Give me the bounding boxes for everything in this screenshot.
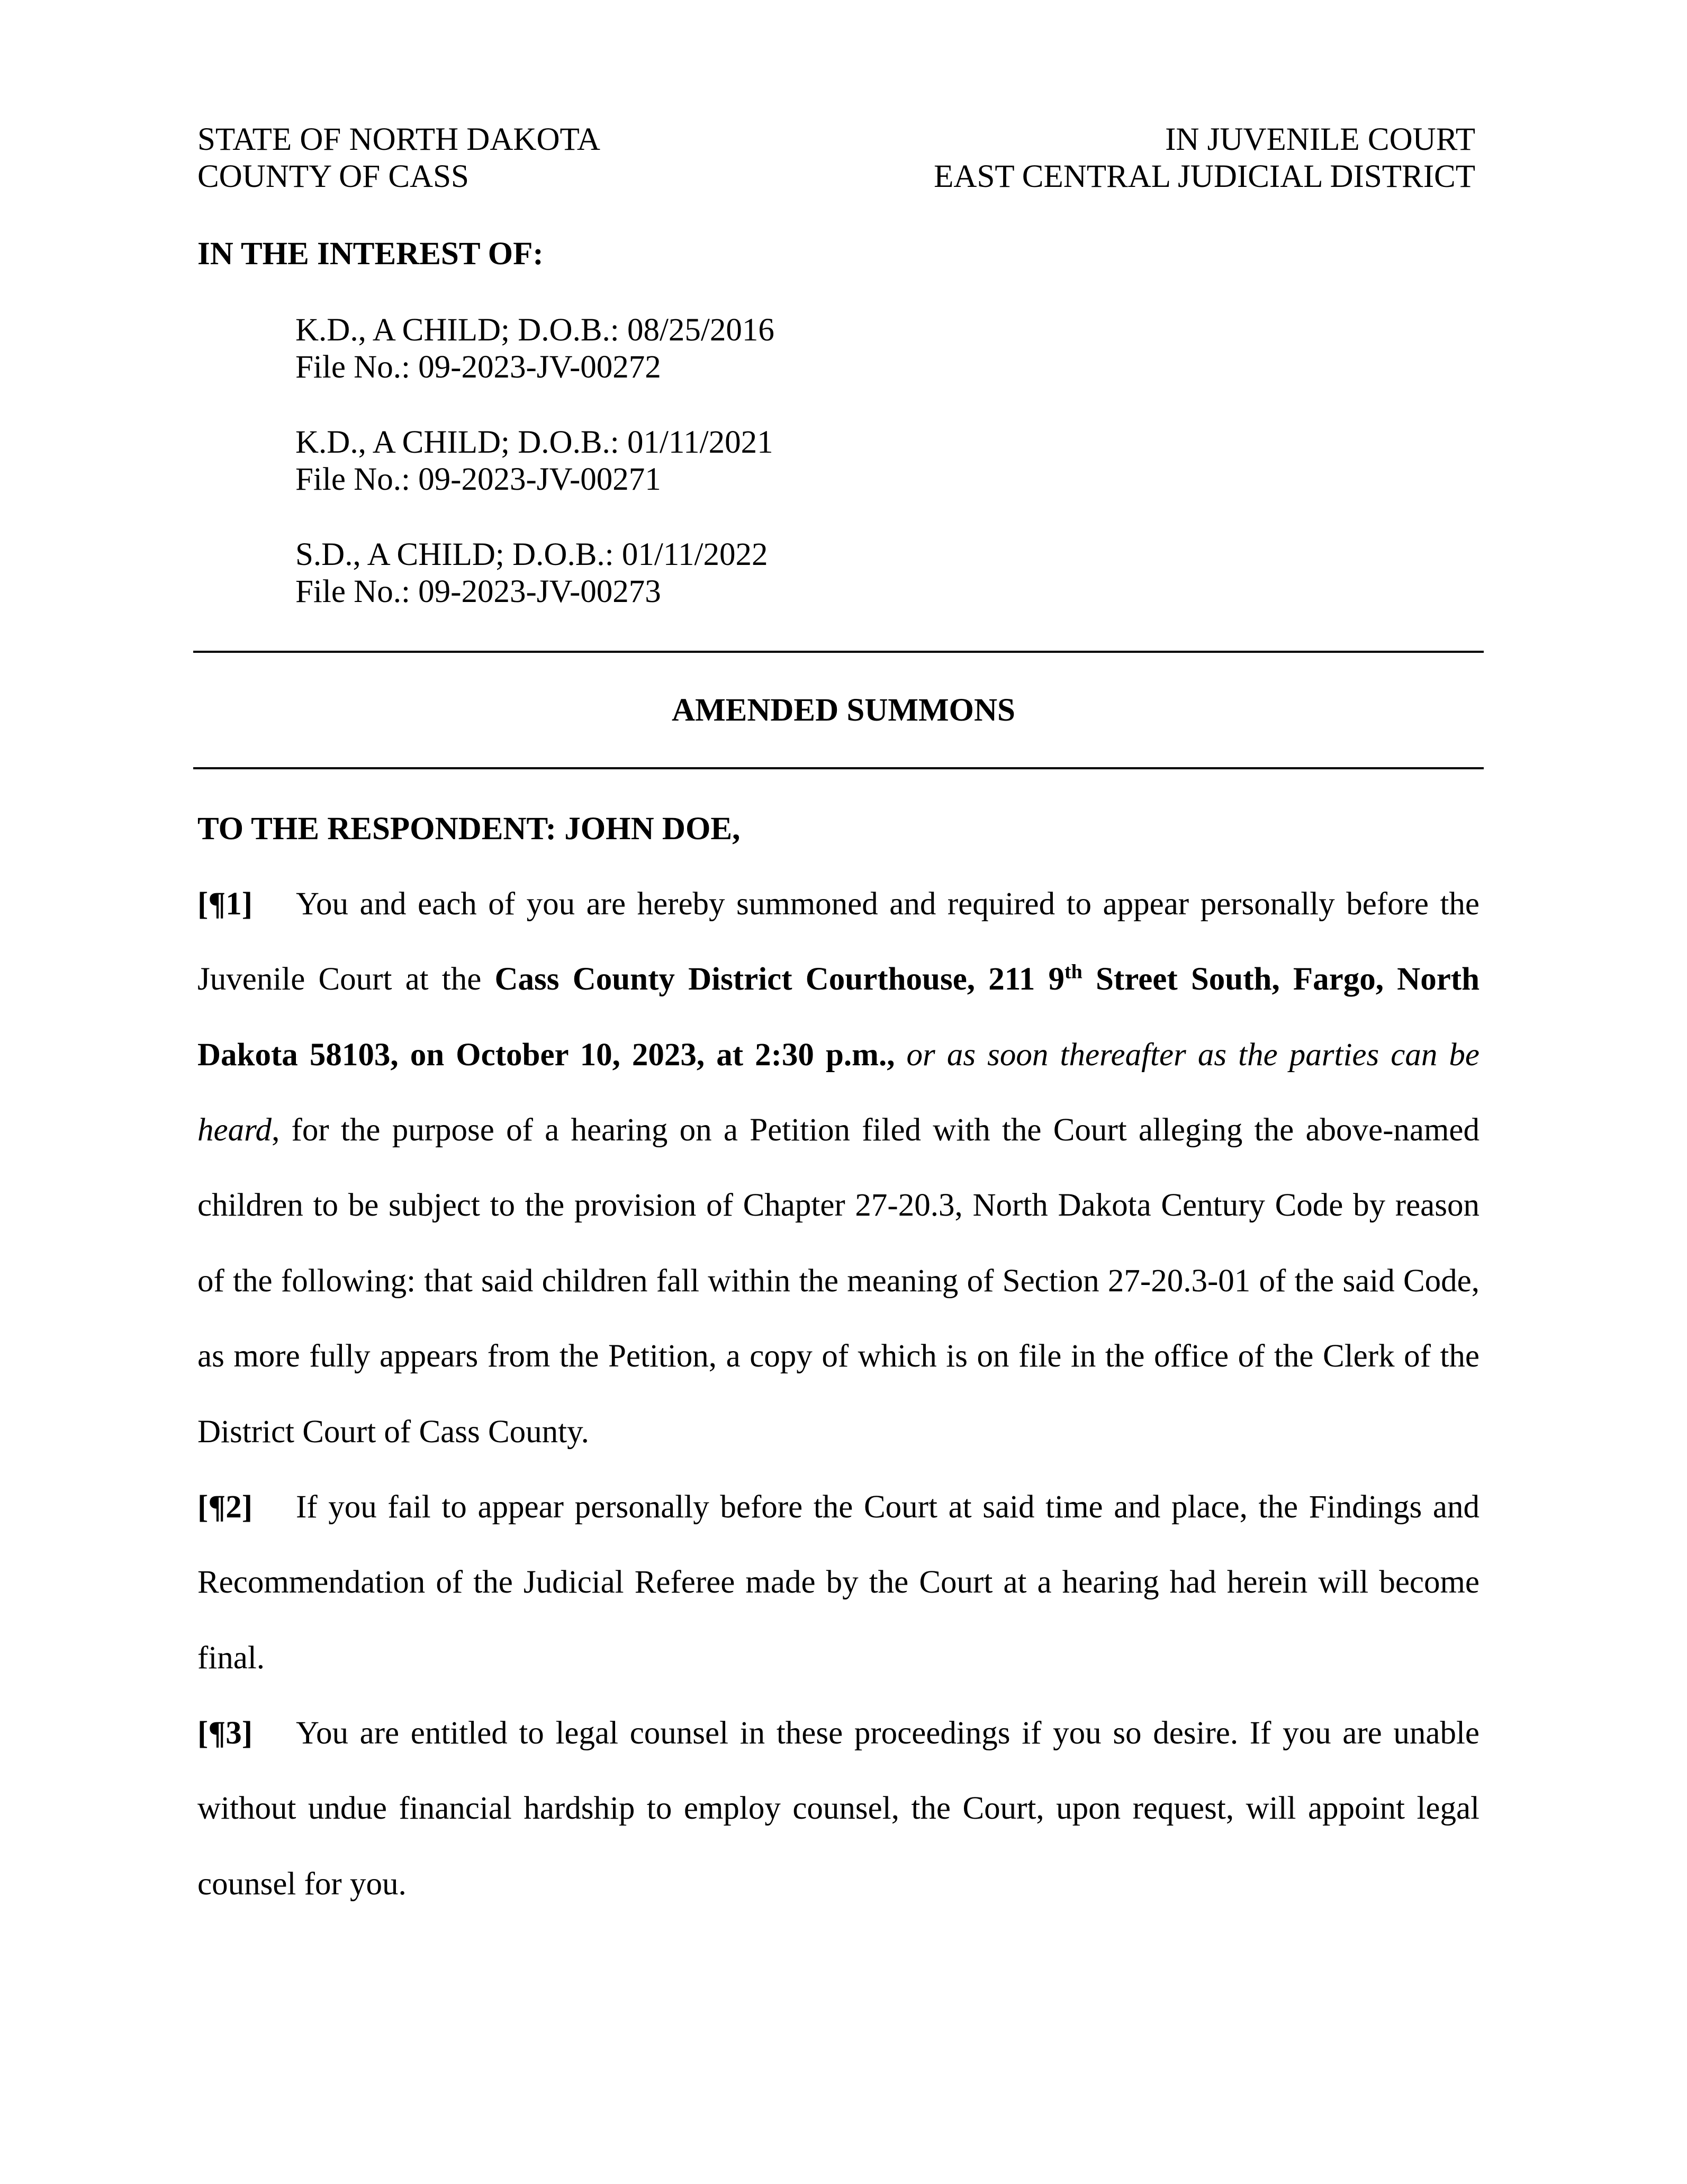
state-label: STATE OF NORTH DAKOTA bbox=[197, 122, 600, 157]
document-title: AMENDED SUMMONS bbox=[672, 693, 1015, 728]
paragraph-1-line-1: [¶1] You and each of you are hereby summoned and required to appear personally before the bbox=[197, 885, 1479, 923]
paragraph-3-line-3: counsel for you. bbox=[197, 1866, 407, 1902]
paragraph-1-line-2: Juvenile Court at the Cass County District Courthouse, 211 9th Street South, Fargo, North bbox=[197, 960, 1480, 997]
paragraph-1-line-7: as more fully appears from the Petition, a copy of which is on file in the office of the Clerk of the bbox=[197, 1338, 1479, 1374]
child-1-name: K.D., A CHILD; D.O.B.: 08/25/2016 bbox=[295, 312, 774, 348]
paragraph-2-line-1: [¶2] If you fail to appear personally before the Court at said time and place, the Findings and bbox=[197, 1488, 1479, 1526]
courthouse-address: Cass County District Courthouse, 211 9th Street South, Fargo, North bbox=[494, 960, 1480, 997]
top-rule bbox=[193, 651, 1484, 653]
child-2-name: K.D., A CHILD; D.O.B.: 01/11/2021 bbox=[295, 425, 773, 460]
child-2-file: File No.: 09-2023-JV-00271 bbox=[295, 462, 661, 497]
court-label: IN JUVENILE COURT bbox=[1165, 122, 1475, 157]
paragraph-1-line-4: heard, for the purpose of a hearing on a Petition filed with the Court alleging the above-named bbox=[197, 1112, 1479, 1148]
paragraph-2-line-2: Recommendation of the Judicial Referee made by the Court at a hearing had herein will become bbox=[197, 1565, 1479, 1600]
paragraph-3-line-2: without undue financial hardship to employ counsel, the Court, upon request, will appoint legal bbox=[197, 1791, 1479, 1826]
paragraph-2-number: [¶2] bbox=[197, 1489, 253, 1525]
respondent-heading: TO THE RESPONDENT: JOHN DOE, bbox=[197, 811, 741, 847]
child-3-file: File No.: 09-2023-JV-00273 bbox=[295, 574, 661, 609]
paragraph-1-line-6: of the following: that said children fall within the meaning of Section 27-20.3-01 of the said Code, bbox=[197, 1263, 1479, 1299]
district-label: EAST CENTRAL JUDICIAL DISTRICT bbox=[934, 159, 1475, 194]
hearing-date-time: Dakota 58103, on October 10, 2023, at 2:30 p.m., bbox=[197, 1037, 895, 1073]
paragraph-2-line-3: final. bbox=[197, 1640, 265, 1676]
interest-heading: IN THE INTEREST OF: bbox=[197, 236, 544, 272]
child-1-file: File No.: 09-2023-JV-00272 bbox=[295, 349, 661, 385]
paragraph-1-number: [¶1] bbox=[197, 886, 253, 922]
paragraph-1-line-5: children to be subject to the provision of Chapter 27-20.3, North Dakota Century Code by reason bbox=[197, 1188, 1479, 1223]
county-label: COUNTY OF CASS bbox=[197, 159, 469, 194]
paragraph-1-line-3: Dakota 58103, on October 10, 2023, at 2:30 p.m., or as soon thereafter as the parties can be bbox=[197, 1037, 1480, 1073]
paragraph-3-line-1: [¶3] You are entitled to legal counsel in these proceedings if you so desire. If you are unable bbox=[197, 1714, 1479, 1752]
child-3-name: S.D., A CHILD; D.O.B.: 01/11/2022 bbox=[295, 537, 768, 572]
bottom-rule bbox=[193, 767, 1484, 769]
paragraph-3-number: [¶3] bbox=[197, 1715, 253, 1751]
paragraph-1-line-8: District Court of Cass County. bbox=[197, 1414, 589, 1450]
